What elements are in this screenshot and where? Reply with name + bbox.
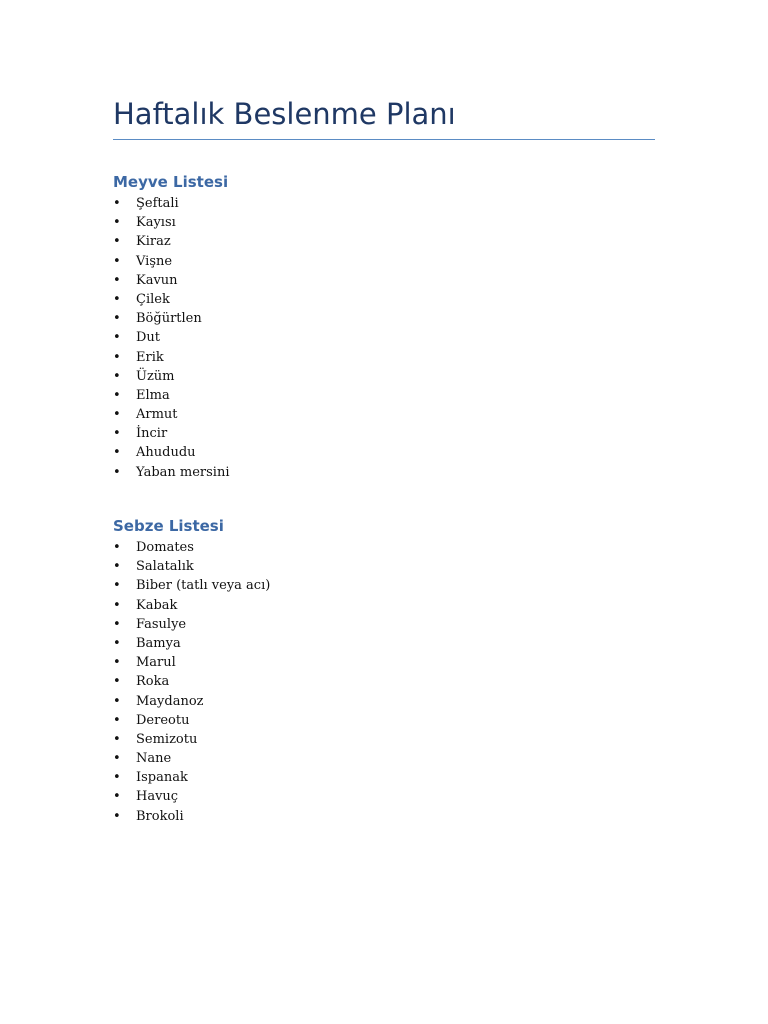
bullet-icon: • bbox=[113, 635, 121, 651]
bullet-icon: • bbox=[113, 674, 121, 690]
bullet-icon: • bbox=[113, 808, 121, 824]
bullet-icon: • bbox=[113, 291, 121, 307]
bullet-icon: • bbox=[113, 330, 121, 346]
list-item-text: Dereotu bbox=[136, 712, 190, 728]
list-item-text: Kavun bbox=[136, 272, 178, 288]
bullet-icon: • bbox=[113, 731, 121, 747]
list-item bbox=[113, 672, 673, 691]
vegetable-section bbox=[113, 514, 673, 826]
list-item bbox=[113, 787, 673, 806]
bullet-icon: • bbox=[113, 387, 121, 403]
bullet-icon: • bbox=[113, 559, 121, 575]
list-item-text: İncir bbox=[136, 426, 168, 442]
list-item bbox=[113, 213, 673, 232]
list-item bbox=[113, 290, 673, 309]
list-item-text: Çilek bbox=[136, 291, 170, 307]
list-item-text: Erik bbox=[136, 349, 164, 365]
list-item-text: Salatalık bbox=[136, 559, 194, 575]
list-item bbox=[113, 538, 673, 557]
bullet-icon: • bbox=[113, 770, 121, 786]
list-item bbox=[113, 463, 673, 482]
bullet-icon: • bbox=[113, 272, 121, 288]
list-item-text: Üzüm bbox=[136, 368, 175, 384]
bullet-icon: • bbox=[113, 693, 121, 709]
list-item bbox=[113, 328, 673, 347]
bullet-icon: • bbox=[113, 751, 121, 767]
list-item-text: Dut bbox=[136, 330, 161, 346]
bullet-icon: • bbox=[113, 215, 121, 231]
list-item-text: Fasulye bbox=[136, 616, 187, 632]
list-item bbox=[113, 807, 673, 826]
list-item bbox=[113, 557, 673, 576]
list-item bbox=[113, 576, 673, 595]
list-item-text: Maydanoz bbox=[136, 693, 204, 709]
fruit-list bbox=[113, 194, 673, 482]
list-item-text: Marul bbox=[136, 655, 176, 671]
list-item bbox=[113, 309, 673, 328]
list-item bbox=[113, 348, 673, 367]
document-title: Haftalık Beslenme Planı bbox=[113, 97, 456, 131]
bullet-icon: • bbox=[113, 655, 121, 671]
list-item bbox=[113, 768, 673, 787]
list-item bbox=[113, 615, 673, 634]
list-item bbox=[113, 596, 673, 615]
list-item-text: Havuç bbox=[136, 789, 179, 805]
list-item-text: Bamya bbox=[136, 635, 181, 651]
bullet-icon: • bbox=[113, 578, 121, 594]
list-item bbox=[113, 271, 673, 290]
list-item bbox=[113, 424, 673, 443]
list-item bbox=[113, 634, 673, 653]
list-item bbox=[113, 711, 673, 730]
bullet-icon: • bbox=[113, 368, 121, 384]
bullet-icon: • bbox=[113, 426, 121, 442]
list-item-text: Ispanak bbox=[136, 770, 188, 786]
list-item-text: Nane bbox=[136, 751, 172, 767]
list-item bbox=[113, 730, 673, 749]
bullet-icon: • bbox=[113, 196, 121, 211]
bullet-icon: • bbox=[113, 253, 121, 269]
bullet-icon: • bbox=[113, 540, 121, 555]
list-item-text: Armut bbox=[136, 407, 178, 423]
list-item bbox=[113, 653, 673, 672]
list-item-text: Elma bbox=[136, 387, 170, 403]
bullet-icon: • bbox=[113, 349, 121, 365]
list-item-text: Biber (tatlı veya acı) bbox=[136, 578, 271, 594]
bullet-icon: • bbox=[113, 712, 121, 728]
bullet-icon: • bbox=[113, 789, 121, 805]
list-item-text: Böğürtlen bbox=[136, 311, 202, 327]
title-underline bbox=[113, 139, 655, 140]
list-item-text: Brokoli bbox=[136, 808, 184, 824]
list-item bbox=[113, 252, 673, 271]
list-item-text: Kayısı bbox=[136, 215, 176, 231]
list-item-text: Vişne bbox=[136, 253, 173, 269]
vegetable-section-heading: Sebze Listesi bbox=[113, 517, 224, 535]
bullet-icon: • bbox=[113, 407, 121, 423]
list-item-text: Ahududu bbox=[136, 445, 196, 461]
bullet-icon: • bbox=[113, 597, 121, 613]
list-item bbox=[113, 232, 673, 251]
list-item bbox=[113, 749, 673, 768]
list-item-text: Şeftali bbox=[136, 196, 179, 211]
list-item bbox=[113, 405, 673, 424]
list-item-text: Roka bbox=[136, 674, 170, 690]
list-item bbox=[113, 194, 673, 213]
list-item-text: Kabak bbox=[136, 597, 178, 613]
fruit-section bbox=[113, 170, 673, 482]
vegetable-list bbox=[113, 538, 673, 826]
list-item-text: Semizotu bbox=[136, 731, 198, 747]
list-item bbox=[113, 443, 673, 462]
list-item bbox=[113, 692, 673, 711]
list-item-text: Yaban mersini bbox=[136, 464, 230, 480]
bullet-icon: • bbox=[113, 445, 121, 461]
list-item bbox=[113, 386, 673, 405]
list-item-text: Kiraz bbox=[136, 234, 171, 250]
bullet-icon: • bbox=[113, 464, 121, 480]
bullet-icon: • bbox=[113, 311, 121, 327]
bullet-icon: • bbox=[113, 234, 121, 250]
list-item bbox=[113, 367, 673, 386]
list-item-text: Domates bbox=[136, 540, 194, 555]
fruit-section-heading: Meyve Listesi bbox=[113, 173, 229, 191]
bullet-icon: • bbox=[113, 616, 121, 632]
